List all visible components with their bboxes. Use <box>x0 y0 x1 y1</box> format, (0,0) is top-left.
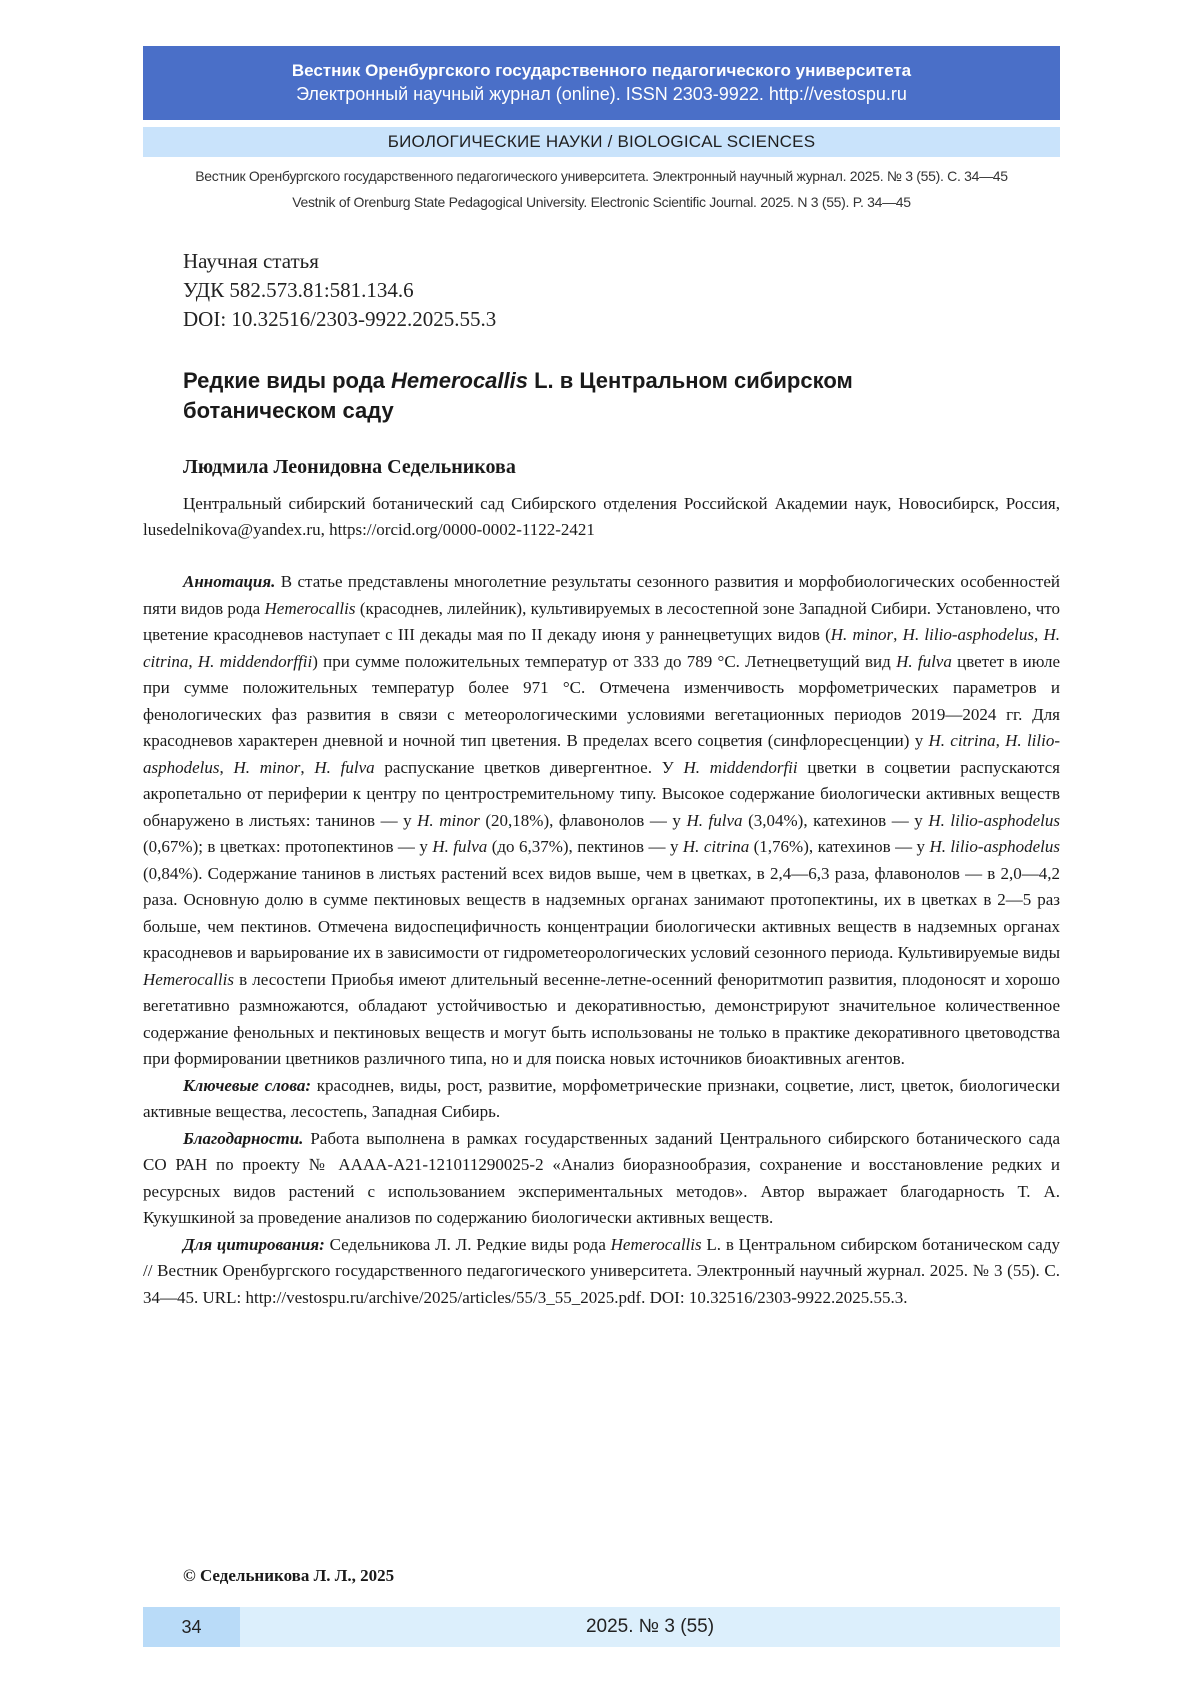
author-affiliation: Центральный сибирский ботанический сад Сибирского отделения Российской Академии наук, Новосибирск, Россия, lusedelnikova@yandex.ru, https://orcid.org/0000-0002-1122-2421 <box>143 494 1060 539</box>
journal-title: Вестник Оренбургского государственного педагогического университета <box>291 61 912 80</box>
citation-label: Для цитирования: <box>183 1234 325 1254</box>
citation-line-en: Vestnik of Orenburg State Pedagogical University. Electronic Scientific Journal. 2025. N 3 (55). P. 34—45 <box>292 194 911 210</box>
author-name: Людмила Леонидовна Седельникова <box>183 456 516 478</box>
article-title: Редкие виды рода Hemerocallis L. в Центральном сибирском ботаническом саду <box>183 368 853 423</box>
article-type: Научная статья <box>183 249 319 273</box>
title-genus: Hemerocallis <box>391 368 528 393</box>
keywords: Ключевые слова: красоднев, виды, рост, развитие, морфометрические признаки, соцветие, лист, цветок, биологически активные вещества, лесостепь, Западная Сибирь. <box>143 1075 1060 1121</box>
page-number: 34 <box>143 1607 240 1647</box>
section-label: БИОЛОГИЧЕСКИЕ НАУКИ / BIOLOGICAL SCIENCES <box>143 127 1060 157</box>
acknowledgments-label: Благодарности. <box>183 1128 304 1148</box>
keywords-label: Ключевые слова: <box>183 1075 312 1095</box>
udc-code: УДК 582.573.81:581.134.6 <box>183 278 414 302</box>
article-front-matter <box>143 569 1060 1311</box>
issue-number: 2025. № 3 (55) <box>585 1616 715 1637</box>
abstract-label: Аннотация. <box>183 572 276 591</box>
acknowledgments: Благодарности. Работа выполнена в рамках государственных заданий Центрального сибирского ботанического сада СО РАН по проекту № АААА-А21-121011290025-2 «Анализ биоразнообразия, сохранение и восстановление редких и ресурсных видов растений с использованием экспериментальных методов». Автор выражает благодарность Т. А. Кукушкиной за проведение анализов по содержанию биологически активных веществ. <box>143 1128 1060 1227</box>
citation-block: Для цитирования: Седельникова Л. Л. Редкие виды рода Hemerocallis L. в Центральном сибирском ботаническом саду // Вестник Оренбургского государственного педагогического университета. Электронный научный журнал. 2025. № 3 (55). С. 34—45. URL: http://vestospu.ru/archive/2025/articles/55/3_55_2025.pdf. DOI: 10.32516/2303-9922.2025.55.3. <box>143 1234 1060 1307</box>
journal-header <box>143 46 1060 120</box>
article-doi: DOI: 10.32516/2303-9922.2025.55.3 <box>183 307 497 331</box>
abstract: Аннотация. В статье представлены многолетние результаты сезонного развития и морфобиологических особенностей пяти видов рода Hemerocallis (красоднев, лилейник), культивируемых в лесостепной зоне Западной Сибири. Установлено, что цветение красодневов наступает с III декады мая по II декаду июня у раннецветущих видов (H. minor, H. lilio-asphodelus, H. citrina, H. middendorffii) при сумме положительных температур от 333 до 789 °С. Летнецветущий вид H. fulva цветет в июле при сумме положительных температур более 971 °С. Отмечена изменчивость морфометрических параметров и фенологических фаз развития в связи с метеорологическими условиями вегетационных периодов 2019—2024 гг. Для красодневов характерен дневной и ночной тип цветения. В пределах всего соцветия (синфлоресценции) у H. citrina, H. lilio-asphodelus, H. minor, H. fulva распускание цветков дивергентное. У H. middendorfii цветки в соцветии распускаются акропетально от периферии к центру по центростремительному типу. Высокое содержание биологически активных веществ обнаружено в листьях: танинов — у H. minor (20,18%), флавонолов — у H. fulva (3,04%), катехинов — у H. lilio-asphodelus (0,67%); в цветках: протопектинов — у H. fulva (до 6,37%), пектинов — у H. citrina (1,76%), катехинов — у H. lilio-asphodelus (0,84%). Содержание танинов в листьях растений всех видов выше, чем в цветках, в 2,4—6,3 раза, флавонолов — в 2,0—4,2 раза. Основную долю в сумме пектиновых веществ в надземных органах занимают протопектины, их в цветках в 2—5 раз больше, чем пектинов. Отмечена видоспецифичность концентрации биологически активных веществ в надземных органах красодневов и варьирование их в зависимости от гидрометеорологических условий сезонного периода. Культивируемые виды Hemerocallis в лесостепи Приобья имеют длительный весенне-летне-осенний феноритмотип развития, плодоносят и хорошо вегетативно размножаются, обладают устойчивостью и декоративностью, демонстрируют значительное количественное содержание фенольных и пектиновых веществ и могут быть использованы не только в практике декоративного цветоводства при формировании цветников различного типа, но и для поиска новых источников биоактивных агентов. <box>143 572 1061 1068</box>
journal-subtitle: Электронный научный журнал (online). ISSN 2303-9922. http://vestospu.ru <box>296 84 907 104</box>
page-footer <box>143 1607 1060 1647</box>
citation-line-ru: Вестник Оренбургского государственного педагогического университета. Электронный научный журнал. 2025. № 3 (55). С. 34—45 <box>195 168 1008 184</box>
copyright-notice: © Седельникова Л. Л., 2025 <box>183 1566 395 1585</box>
